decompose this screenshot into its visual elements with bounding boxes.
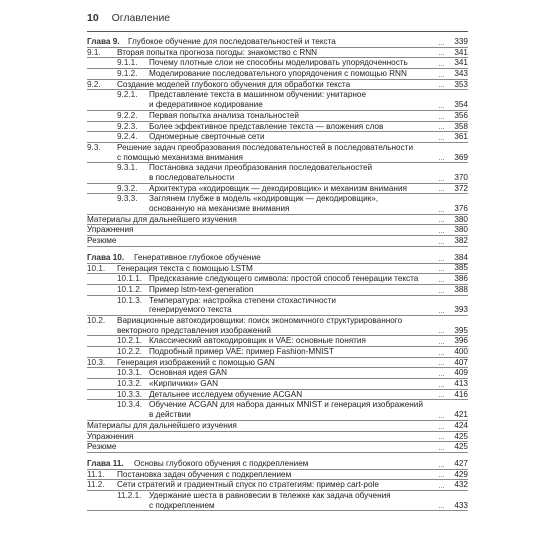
toc-title: Заглянем глубже в модель «кодировщик — декодировщик», <box>149 194 379 204</box>
toc-title-continuation: основанную на механизме внимания <box>149 204 290 214</box>
toc-number: 9.1. <box>87 47 101 57</box>
toc-leader-dots <box>439 280 444 282</box>
toc-page-number: 361 <box>454 132 468 142</box>
toc-entry[interactable] <box>87 491 468 511</box>
toc-entry[interactable] <box>87 316 468 336</box>
toc-leader-dots <box>439 385 444 387</box>
running-title: Оглавление <box>111 12 171 24</box>
toc-number: 10.3. <box>87 357 106 367</box>
toc-number: 10.3.2. <box>117 379 143 389</box>
toc-number: 9.2.3. <box>117 121 138 131</box>
toc-leader-dots <box>439 53 444 55</box>
toc-entry[interactable] <box>87 48 468 59</box>
toc-title: Резюме <box>87 236 117 246</box>
toc-title: Основы глубокого обучения с подкреплением <box>134 458 309 468</box>
toc-title: Моделирование последовательного упорядочения с помощью RNN <box>149 69 407 79</box>
toc-title: Пример lstm-text-generation <box>149 284 254 294</box>
toc-leader-dots <box>439 231 444 233</box>
toc-title-continuation: в действии <box>149 410 191 420</box>
toc-leader-dots <box>439 127 444 129</box>
toc-entry[interactable] <box>87 274 468 285</box>
toc-title: Архитектура «кодировщик — декодировщик» и механизм внимания <box>149 183 407 193</box>
toc-title-continuation: генерируемого текста <box>149 305 232 315</box>
toc-title: Предсказание следующего символа: простой способ генерации текста <box>149 274 419 284</box>
toc-leader-dots <box>439 138 444 140</box>
toc-leader-dots <box>439 427 444 429</box>
toc-title: Сети стратегий и градиентный спуск по стратегиям: пример cart-pole <box>117 480 379 490</box>
toc-leader-dots <box>439 395 444 397</box>
toc-number: 10.1. <box>87 263 106 273</box>
toc-leader-dots <box>439 210 444 212</box>
toc-leader-dots <box>439 106 444 108</box>
toc-leader-dots <box>439 342 444 344</box>
toc-title-continuation: с подкреплением <box>149 500 215 510</box>
toc-entry[interactable] <box>87 194 468 214</box>
toc-entry[interactable] <box>87 236 468 247</box>
toc-number: 9.3.2. <box>117 183 138 193</box>
toc-page-number: 380 <box>454 214 468 224</box>
toc-page-number: 358 <box>454 121 468 131</box>
toc-entry[interactable] <box>87 163 468 183</box>
toc-leader-dots <box>439 220 444 222</box>
header-rule <box>87 31 468 32</box>
toc-page-number: 385 <box>454 263 468 273</box>
toc-number: 9.2.4. <box>117 132 138 142</box>
toc-chapter[interactable] <box>87 37 468 48</box>
toc-entry[interactable] <box>87 379 468 390</box>
toc-leader-dots <box>439 448 444 450</box>
toc-leader-dots <box>439 85 444 87</box>
toc-title-continuation: с помощью механизма внимания <box>117 152 243 162</box>
toc-number: 9.3.1. <box>117 163 138 173</box>
toc-title: Решение задач преобразования последовательностей в последовательности <box>117 142 414 152</box>
toc-entry[interactable] <box>87 58 468 69</box>
table-of-contents <box>87 37 468 511</box>
toc-number: Глава 10. <box>87 252 125 262</box>
toc-entry[interactable] <box>87 184 468 195</box>
toc-number: 11.1. <box>87 469 105 479</box>
toc-leader-dots <box>439 189 444 191</box>
toc-page-number: 372 <box>454 183 468 193</box>
toc-title: Постановка задачи преобразования последовательностей <box>149 163 373 173</box>
toc-title: Обучение ACGAN для набора данных MNIST и генерация изображений <box>149 400 423 410</box>
toc-leader-dots <box>439 416 444 418</box>
toc-entry[interactable] <box>87 400 468 420</box>
toc-title: Детальнее исследуем обучение ACGAN <box>149 389 303 399</box>
toc-page-number: 356 <box>454 110 468 120</box>
toc-page-number: 384 <box>454 252 468 262</box>
toc-entry[interactable] <box>87 80 468 91</box>
toc-entry[interactable] <box>87 480 468 491</box>
toc-chapter[interactable] <box>87 459 468 470</box>
toc-chapter[interactable] <box>87 253 468 264</box>
toc-page-number: 393 <box>454 305 468 315</box>
toc-number: 10.1.2. <box>117 284 143 294</box>
toc-title: Резюме <box>87 442 117 452</box>
toc-title-continuation: и федеративное кодирование <box>149 100 263 110</box>
toc-number: Глава 11. <box>87 458 124 468</box>
toc-entry[interactable] <box>87 296 468 316</box>
toc-entry[interactable] <box>87 442 468 453</box>
toc-entry[interactable] <box>87 390 468 401</box>
toc-leader-dots <box>439 269 444 271</box>
toc-page-number: 386 <box>454 274 468 284</box>
toc-title: «Кирпичики» GAN <box>149 379 219 389</box>
toc-title: Вторая попытка прогноза погоды: знакомство с RNN <box>117 47 318 57</box>
toc-leader-dots <box>439 117 444 119</box>
toc-number: 9.1.1. <box>117 58 138 68</box>
toc-leader-dots <box>439 331 444 333</box>
toc-entry[interactable] <box>87 122 468 133</box>
toc-number: 9.2.2. <box>117 110 138 120</box>
toc-title: Генерация текста с помощью LSTM <box>117 263 253 273</box>
toc-title: Представление текста в машинном обучении: унитарное <box>149 90 366 100</box>
toc-page-number: 427 <box>454 458 468 468</box>
toc-leader-dots <box>439 179 444 181</box>
toc-title: Вариационные автокодировщики: поиск экономичного структурированного <box>117 315 403 325</box>
toc-number: 10.2.2. <box>117 347 143 357</box>
toc-number: 11.2.1. <box>117 490 142 500</box>
toc-number: 10.2.1. <box>117 336 143 346</box>
toc-title: Материалы для дальнейшего изучения <box>87 420 237 430</box>
toc-title: Упражнения <box>87 431 134 441</box>
toc-page-number: 353 <box>454 79 468 89</box>
toc-number: 10.3.4. <box>117 400 143 410</box>
toc-page-number: 409 <box>454 368 468 378</box>
toc-entry[interactable] <box>87 432 468 443</box>
toc-entry[interactable] <box>87 336 468 347</box>
toc-leader-dots <box>439 43 444 45</box>
toc-title: Генеративное глубокое обучение <box>134 252 261 262</box>
toc-number: 9.3. <box>87 142 101 152</box>
toc-leader-dots <box>439 291 444 293</box>
toc-entry[interactable] <box>87 143 468 163</box>
toc-entry[interactable] <box>87 69 468 80</box>
toc-number: 9.2. <box>87 79 101 89</box>
toc-number: 10.1.1. <box>117 274 143 284</box>
toc-page-number: 380 <box>454 225 468 235</box>
toc-page-number: 432 <box>454 480 468 490</box>
toc-leader-dots <box>439 363 444 365</box>
toc-page-number: 421 <box>454 410 468 420</box>
page-header <box>87 12 170 24</box>
toc-title: Создание моделей глубокого обучения для обработки текста <box>117 79 351 89</box>
toc-number: 9.1.2. <box>117 69 138 79</box>
toc-page-number: 343 <box>454 69 468 79</box>
toc-entry[interactable] <box>87 215 468 226</box>
toc-page-number: 400 <box>454 347 468 357</box>
toc-title: Одномерные сверточные сети <box>149 132 265 142</box>
toc-leader-dots <box>439 437 444 439</box>
toc-title: Первая попытка анализа тональностей <box>149 110 300 120</box>
toc-title: Температура: настройка степени стохастичности <box>149 295 336 305</box>
toc-page-number: 341 <box>454 47 468 57</box>
toc-number: 10.1.3. <box>117 295 143 305</box>
toc-title: Материалы для дальнейшего изучения <box>87 214 237 224</box>
toc-entry[interactable] <box>87 368 468 379</box>
toc-number: 9.3.3. <box>117 194 138 204</box>
toc-leader-dots <box>439 311 444 313</box>
toc-entry[interactable] <box>87 132 468 143</box>
toc-entry[interactable] <box>87 90 468 110</box>
toc-number: 10.3.3. <box>117 389 143 399</box>
toc-page-number: 413 <box>454 379 468 389</box>
toc-entry[interactable] <box>87 111 468 122</box>
toc-leader-dots <box>439 353 444 355</box>
toc-title: Глубокое обучение для последовательностей и текста <box>128 37 336 46</box>
toc-leader-dots <box>439 506 444 508</box>
toc-entry[interactable] <box>87 470 468 481</box>
toc-page-number: 382 <box>454 236 468 246</box>
toc-title: Подробный пример VAE: пример Fashion-MNIST <box>149 347 334 357</box>
toc-leader-dots <box>439 259 444 261</box>
toc-page-number: 407 <box>454 357 468 367</box>
toc-leader-dots <box>439 158 444 160</box>
toc-leader-dots <box>439 374 444 376</box>
toc-title: Удержание шеста в равновесии в тележке как задача обучения <box>149 490 391 500</box>
toc-title: Почему плотные слои не способны моделировать упорядоченность <box>149 58 408 68</box>
toc-entry[interactable] <box>87 225 468 236</box>
toc-page-number: 388 <box>454 284 468 294</box>
toc-page-number: 395 <box>454 325 468 335</box>
toc-entry[interactable] <box>87 358 468 369</box>
toc-page-number: 354 <box>454 100 468 110</box>
toc-page-number: 433 <box>454 500 468 510</box>
toc-page-number: 396 <box>454 336 468 346</box>
toc-title: Классический автокодировщик и VAE: основные понятия <box>149 336 366 346</box>
toc-page-number: 429 <box>454 469 468 479</box>
toc-title: Упражнения <box>87 225 134 235</box>
toc-leader-dots <box>439 75 444 77</box>
toc-page-number: 425 <box>454 431 468 441</box>
toc-title-continuation: векторного представления изображений <box>117 325 271 335</box>
toc-entry[interactable] <box>87 347 468 358</box>
toc-leader-dots <box>439 242 444 244</box>
toc-page-number: 341 <box>454 58 468 68</box>
toc-entry[interactable] <box>87 264 468 275</box>
toc-number: 9.2.1. <box>117 90 138 100</box>
toc-number: Глава 9. <box>87 37 120 46</box>
toc-page-number: 416 <box>454 389 468 399</box>
toc-title-continuation: в последовательности <box>149 172 235 182</box>
toc-page-number: 376 <box>454 204 468 214</box>
toc-leader-dots <box>439 465 444 467</box>
toc-page-number: 339 <box>454 36 468 46</box>
toc-title: Более эффективное представление текста — вложения слов <box>149 121 384 131</box>
toc-number: 10.3.1. <box>117 368 143 378</box>
toc-title: Генерация изображений с помощью GAN <box>117 357 275 367</box>
toc-number: 11.2. <box>87 480 105 490</box>
toc-leader-dots <box>439 475 444 477</box>
toc-title: Постановка задач обучения с подкреплением <box>117 469 292 479</box>
toc-entry[interactable] <box>87 285 468 296</box>
toc-entry[interactable] <box>87 421 468 432</box>
toc-page-number: 425 <box>454 442 468 452</box>
toc-page-number: 424 <box>454 420 468 430</box>
toc-leader-dots <box>439 64 444 66</box>
toc-page-number: 369 <box>454 152 468 162</box>
toc-page-number: 370 <box>454 172 468 182</box>
toc-leader-dots <box>439 486 444 488</box>
toc-title: Основная идея GAN <box>149 368 228 378</box>
page-number: 10 <box>87 12 99 24</box>
toc-number: 10.2. <box>87 315 106 325</box>
